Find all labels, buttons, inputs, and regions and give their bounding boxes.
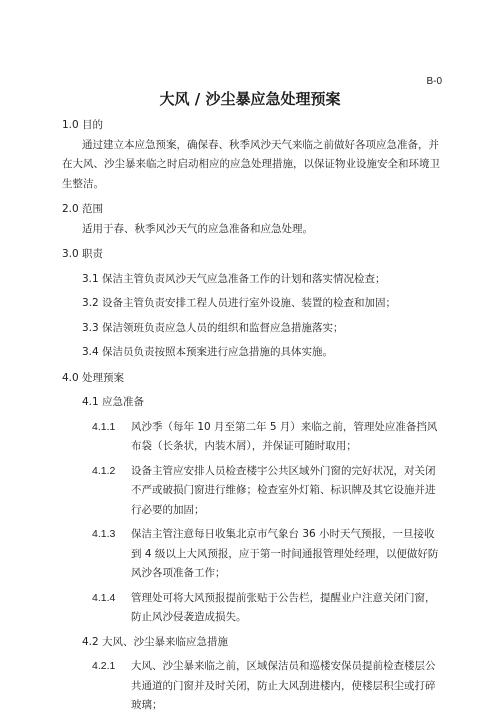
item-number: 4.1.3 <box>92 528 116 540</box>
subsection-heading-preparation: 4.1 应急准备 <box>82 396 145 408</box>
item-text: 管理处可将大风预报提前张贴于公告栏，提醒业户注意关闭门窗，防止风沙侵袭造成损失。 <box>131 591 436 623</box>
preparation-item <box>0 462 500 521</box>
item-text: 保洁主管注意每日收集北京市气象台 36 小时天气预报，一旦接收到 4 级以上大风预报，应于第一时间通报管理处经理，以便做好防风沙各项准备工作； <box>131 528 439 579</box>
item-text: 设备主管应安排人员检查楼宇公共区域外门窗的完好状况，对关闭不严或破损门窗进行维修；检查室外灯箱、标识牌及其它设施并进行必要的加固； <box>131 464 436 516</box>
document-title: 大风 / 沙尘暴应急处理预案 <box>159 90 341 108</box>
section-text-purpose: 通过建立本应急预案，确保春、秋季风沙天气来临之前做好各项应急准备，并在大风、沙尘暴来临之时启动相应的应急处理措施，以保证物业设施安全和环境卫生整洁。 <box>62 138 440 190</box>
subsection-heading-emergency-measures: 4.2 大风、沙尘暴来临应急措施 <box>82 635 229 648</box>
responsibility-item: 3.2 设备主管负责安排工程人员进行室外设施、装置的检查和加固； <box>82 297 397 309</box>
responsibility-item: 3.4 保洁员负责按照本预案进行应急措施的具体实施。 <box>82 346 334 358</box>
item-text: 大风、沙尘暴来临之前，区域保洁员和巡楼安保员提前检查楼层公共通道的门窗并及时关闭，防止大风刮进楼内，使楼层积尘或打碎玻璃； <box>131 660 436 711</box>
section-heading-scope: 2.0 范围 <box>62 203 104 215</box>
item-number: 4.1.2 <box>92 464 116 477</box>
section-text-scope: 适用于春、秋季风沙天气的应急准备和应急处理。 <box>82 222 313 235</box>
item-number: 4.2.1 <box>92 660 116 672</box>
document-code: B-0 <box>426 76 442 87</box>
section-heading-purpose: 1.0 目的 <box>62 119 104 131</box>
preparation-item <box>0 525 500 584</box>
section-heading-responsibilities: 3.0 职责 <box>62 248 104 260</box>
section-heading-plan: 4.0 处理预案 <box>62 371 125 384</box>
responsibility-item: 3.3 保洁领班负责应急人员的组织和监督应急措施落实； <box>82 321 344 334</box>
item-number: 4.1.4 <box>92 591 116 604</box>
item-number: 4.1.1 <box>92 420 116 433</box>
preparation-item <box>0 418 500 457</box>
item-text: 风沙季（每年 10 月至第二年 5 月）来临之前，管理处应准备挡风布袋（长条状，内装木屑），并保证可随时取用； <box>131 420 438 452</box>
responsibility-item: 3.1 保洁主管负责风沙天气应急准备工作的计划和落实情况检查； <box>82 272 386 285</box>
preparation-item <box>0 589 500 628</box>
document-body <box>0 116 500 716</box>
